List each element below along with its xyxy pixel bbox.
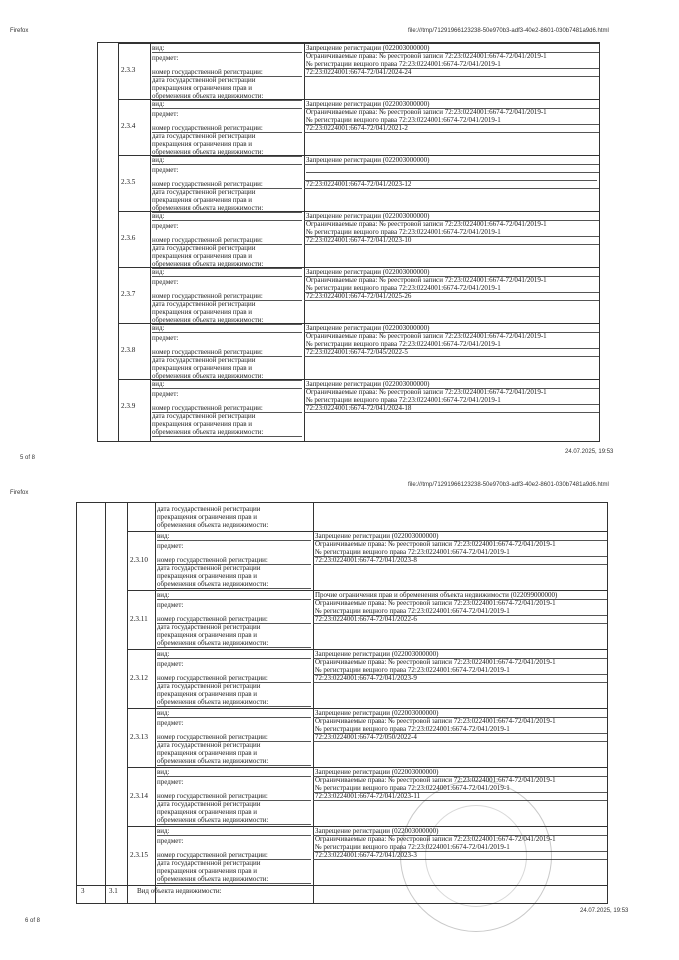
value-restricted-rights: Ограничиваемые права: № реестровой записи 72:23:0224001:6674-72/041/2019-1: [315, 599, 556, 607]
value-right-registration: № регистрации вещного права 72:23:0224001:6674-72/041/2019-1: [315, 607, 607, 616]
value-registration-number: 72:23:0224001:6674-72/041/2021-2: [306, 124, 599, 133]
label-term-3: обременения объекта недвижимости:: [152, 372, 302, 381]
value-restricted-rights: Ограничиваемые права: № реестровой записи 72:23:0224001:6674-72/041/2019-1: [306, 52, 547, 60]
continued-label-term-2: прекращения ограничения прав и: [157, 513, 258, 521]
value-restricted-rights: Ограничиваемые права: № реестровой записи 72:23:0224001:6674-72/041/2019-1: [306, 276, 547, 284]
label-predmet: предмет:: [157, 837, 184, 845]
label-term-2: прекращения ограничения прав и: [152, 364, 253, 372]
registry-table-page-1: [97, 42, 600, 442]
label-term-3: обременения объекта недвижимости:: [157, 757, 311, 766]
entry-number: 2.3.3: [121, 66, 136, 74]
label-term-2: прекращения ограничения прав и: [157, 749, 258, 757]
value-registration-number: 72:23:0224001:6674-72/050/2022-4: [315, 733, 607, 742]
value-vid: Запрещение регистрации (022003000000): [315, 827, 607, 836]
value-restricted-rights: Ограничиваемые права: № реестровой записи 72:23:0224001:6674-72/041/2019-1: [315, 776, 556, 784]
label-nomer: номер государственной регистрации:: [152, 124, 302, 133]
value-right-registration: № регистрации вещного права 72:23:0224001:6674-72/041/2019-1: [306, 284, 599, 293]
label-term-3: обременения объекта недвижимости:: [157, 698, 311, 707]
value-registration-number: 72:23:0224001:6674-72/045/2022-5: [306, 348, 599, 357]
value-right-registration: № регистрации вещного права 72:23:0224001:6674-72/041/2019-1: [315, 548, 607, 557]
cell-divider: [304, 292, 597, 293]
cell-divider: [304, 348, 597, 349]
label-term-2: прекращения ограничения прав и: [152, 308, 253, 316]
value-registration-number: 72:23:0224001:6674-72/041/2023-10: [306, 236, 599, 245]
label-term-3: обременения объекта недвижимости:: [157, 875, 311, 884]
label-predmet: предмет:: [152, 54, 179, 62]
label-predmet: предмет:: [157, 601, 184, 609]
label-vid: вид:: [152, 44, 302, 53]
cell-divider: [313, 564, 605, 565]
cell-divider: [304, 412, 597, 413]
label-term-1: дата государственной регистрации: [157, 564, 261, 572]
last-row-col1: 3: [81, 887, 85, 895]
cell-divider: [304, 220, 597, 221]
label-nomer: номер государственной регистрации:: [152, 68, 302, 77]
label-nomer: номер государственной регистрации:: [152, 180, 302, 189]
label-predmet: предмет:: [157, 542, 184, 550]
cell-divider: [313, 733, 605, 734]
label-vid: вид:: [152, 380, 302, 389]
cell-divider: [304, 388, 597, 389]
value-vid: Запрещение регистрации (022003000000): [306, 380, 599, 389]
label-term-1: дата государственной регистрации: [152, 300, 256, 308]
value-vid: Запрещение регистрации (022003000000): [306, 324, 599, 333]
page-number: 5 of 8: [20, 455, 36, 461]
cell-divider: [313, 540, 605, 541]
cell-divider: [313, 556, 605, 557]
cell-divider: [313, 599, 605, 600]
table-vertical-rule: [155, 503, 156, 903]
label-vid: вид:: [157, 532, 311, 541]
cell-divider: [304, 188, 597, 189]
entry-number: 2.3.8: [121, 346, 136, 354]
label-term-3: обременения объекта недвижимости:: [152, 204, 302, 213]
label-nomer: номер государственной регистрации:: [157, 674, 311, 683]
value-vid: Запрещение регистрации (022003000000): [306, 44, 599, 53]
value-registration-number: 72:23:0224001:6674-72/041/2025-26: [306, 292, 599, 301]
value-registration-number: 72:23:0224001:6674-72/041/2024-24: [306, 68, 599, 77]
seal-stamp-inner: [425, 805, 527, 907]
label-term-2: прекращения ограничения прав и: [152, 84, 253, 92]
label-term-3: обременения объекта недвижимости:: [152, 260, 302, 269]
value-vid: Прочие ограничения прав и обременения объекта недвижимости (022099000000): [315, 591, 607, 600]
value-restricted-rights: Ограничиваемые права: № реестровой записи 72:23:0224001:6674-72/041/2019-1: [306, 108, 547, 116]
entry-number: 2.3.4: [121, 122, 136, 130]
label-term-2: прекращения ограничения прав и: [157, 572, 258, 580]
label-term-1: дата государственной регистрации: [152, 76, 256, 84]
entry-number: 2.3.12: [130, 673, 148, 682]
value-vid: Запрещение регистрации (022003000000): [315, 650, 607, 659]
value-right-registration: № регистрации вещного права 72:23:0224001:6674-72/041/2019-1: [306, 116, 599, 125]
continued-label-term-3: обременения объекта недвижимости:: [157, 521, 269, 529]
last-row-col2: 3.1: [109, 887, 118, 895]
label-term-2: прекращения ограничения прав и: [157, 690, 258, 698]
table-vertical-rule: [105, 503, 106, 903]
cell-divider: [313, 658, 605, 659]
label-nomer: номер государственной регистрации:: [152, 236, 302, 245]
print-date-2: 24.07.2025, 19:53: [580, 908, 629, 914]
value-restricted-rights: Ограничиваемые права: № реестровой записи 72:23:0224001:6674-72/041/2019-1: [306, 332, 547, 340]
label-vid: вид:: [157, 768, 311, 777]
label-vid: вид:: [157, 709, 311, 718]
label-predmet: предмет:: [157, 660, 184, 668]
label-term-3: обременения объекта недвижимости:: [157, 639, 311, 648]
value-registration-number: 72:23:0224001:6674-72/041/2023-3: [315, 851, 607, 860]
cell-divider: [304, 244, 597, 245]
value-restricted-rights: Ограничиваемые права: № реестровой записи 72:23:0224001:6674-72/041/2019-1: [306, 388, 547, 396]
value-vid: Запрещение регистрации (022003000000): [315, 709, 607, 718]
value-vid: Запрещение регистрации (022003000000): [306, 156, 599, 165]
label-predmet: предмет:: [157, 778, 184, 786]
value-vid: Запрещение регистрации (022003000000): [306, 100, 599, 109]
value-registration-number: 72:23:0224001:6674-72/041/2023-11: [315, 792, 607, 801]
cell-divider: [313, 682, 605, 683]
cell-divider: [313, 615, 605, 616]
cell-divider: [304, 164, 597, 165]
label-term-3: обременения объекта недвижимости:: [152, 92, 302, 101]
value-right-registration: № регистрации вещного права 72:23:0224001:6674-72/041/2019-1: [306, 60, 599, 69]
label-predmet: предмет:: [152, 166, 179, 174]
file-path-2: file:///tmp/71291966123238-50e970b3-adf3-40e2-8601-030b7481a9d6.html: [408, 482, 609, 488]
label-nomer: номер государственной регистрации:: [152, 348, 302, 357]
continued-label-term-1: дата государственной регистрации: [157, 505, 261, 513]
label-vid: вид:: [157, 591, 311, 600]
cell-divider: [304, 404, 597, 405]
label-term-2: прекращения ограничения прав и: [152, 420, 253, 428]
label-term-1: дата государственной регистрации: [152, 244, 256, 252]
value-registration-number: 72:23:0224001:6674-72/041/2023-12: [306, 180, 599, 189]
label-term-3: обременения объекта недвижимости:: [152, 316, 302, 325]
cell-divider: [304, 332, 597, 333]
label-predmet: предмет:: [152, 222, 179, 230]
table-vertical-rule: [304, 43, 305, 441]
label-predmet: предмет:: [152, 390, 179, 398]
entry-number: 2.3.5: [121, 178, 136, 186]
value-right-registration: № регистрации вещного права 72:23:0224001:6674-72/041/2019-1: [315, 784, 607, 793]
entry-number: 2.3.13: [130, 732, 148, 741]
cell-divider: [304, 276, 597, 277]
label-term-1: дата государственной регистрации: [152, 412, 256, 420]
value-vid: Запрещение регистрации (022003000000): [306, 268, 599, 277]
label-predmet: предмет:: [152, 334, 179, 342]
entry-number: 2.3.6: [121, 234, 136, 242]
label-term-2: прекращения ограничения прав и: [152, 140, 253, 148]
table-vertical-rule: [127, 503, 128, 903]
label-term-2: прекращения ограничения прав и: [157, 631, 258, 639]
value-restricted-rights: Ограничиваемые права: № реестровой записи 72:23:0224001:6674-72/041/2019-1: [315, 717, 556, 725]
value-restricted-rights: Ограничиваемые права: № реестровой записи 72:23:0224001:6674-72/041/2019-1: [306, 220, 547, 228]
value-registration-number: 72:23:0224001:6674-72/041/2024-18: [306, 404, 599, 413]
label-term-1: дата государственной регистрации: [152, 356, 256, 364]
cell-divider: [304, 180, 597, 181]
label-term-3: обременения объекта недвижимости:: [152, 148, 302, 157]
value-right-registration: № регистрации вещного права 72:23:0224001:6674-72/041/2019-1: [306, 340, 599, 349]
label-predmet: предмет:: [157, 719, 184, 727]
entry-number: 2.3.15: [130, 850, 148, 859]
label-term-3: обременения объекта недвижимости:: [152, 428, 302, 437]
cell-divider: [304, 76, 597, 77]
cell-divider: [304, 108, 597, 109]
label-vid: вид:: [152, 156, 302, 165]
cell-divider: [313, 717, 605, 718]
last-row-label: Вид объекта недвижимости:: [137, 887, 222, 895]
label-term-2: прекращения ограничения прав и: [157, 867, 258, 875]
cell-divider: [304, 52, 597, 53]
value-restricted-rights: Ограничиваемые права: № реестровой записи 72:23:0224001:6674-72/041/2019-1: [315, 658, 556, 666]
label-term-2: прекращения ограничения прав и: [157, 808, 258, 816]
label-nomer: номер государственной регистрации:: [152, 292, 302, 301]
value-right-registration: № регистрации вещного права 72:23:0224001:6674-72/041/2019-1: [315, 666, 607, 675]
cell-divider: [304, 300, 597, 301]
label-term-1: дата государственной регистрации: [157, 800, 261, 808]
entry-number: 2.3.14: [130, 791, 148, 800]
label-vid: вид:: [157, 650, 311, 659]
label-nomer: номер государственной регистрации:: [157, 792, 311, 801]
label-nomer: номер государственной регистрации:: [157, 851, 311, 860]
label-vid: вид:: [157, 827, 311, 836]
cell-divider: [313, 623, 605, 624]
table-vertical-rule: [150, 43, 151, 441]
label-term-3: обременения объекта недвижимости:: [157, 816, 311, 825]
label-term-1: дата государственной регистрации: [157, 623, 261, 631]
cell-divider: [304, 356, 597, 357]
entry-number: 2.3.10: [130, 555, 148, 564]
value-restricted-rights: Ограничиваемые права: № реестровой записи 72:23:0224001:6674-72/041/2019-1: [315, 540, 556, 548]
label-term-1: дата государственной регистрации: [157, 859, 261, 867]
entry-number: 2.3.9: [121, 402, 136, 410]
label-term-1: дата государственной регистрации: [152, 132, 256, 140]
cell-divider: [304, 236, 597, 237]
cell-divider: [304, 68, 597, 69]
label-vid: вид:: [152, 268, 302, 277]
label-predmet: предмет:: [152, 110, 179, 118]
cell-divider: [313, 674, 605, 675]
label-term-1: дата государственной регистрации: [152, 188, 256, 196]
value-registration-number: 72:23:0224001:6674-72/041/2023-9: [315, 674, 607, 683]
value-right-registration: № регистрации вещного права 72:23:0224001:6674-72/041/2019-1: [306, 396, 599, 405]
label-predmet: предмет:: [152, 278, 179, 286]
label-vid: вид:: [152, 100, 302, 109]
entry-number: 2.3.11: [130, 614, 148, 623]
browser-label-2: Firefox: [10, 490, 29, 496]
label-nomer: номер государственной регистрации:: [157, 556, 311, 565]
cell-divider: [304, 132, 597, 133]
value-registration-number: 72:23:0224001:6674-72/041/2023-8: [315, 556, 607, 565]
browser-label: Firefox: [10, 28, 29, 34]
label-term-1: дата государственной регистрации: [157, 682, 261, 690]
value-right-registration: № регистрации вещного права 72:23:0224001:6674-72/041/2019-1: [306, 228, 599, 237]
file-path: file:///tmp/71291966123238-50e970b3-adf3-40e2-8601-030b7481a9d6.html: [408, 28, 609, 34]
value-right-registration: [306, 172, 599, 173]
page-number-2: 6 of 8: [25, 918, 41, 924]
label-vid: вид:: [152, 324, 302, 333]
label-nomer: номер государственной регистрации:: [157, 733, 311, 742]
print-date: 24.07.2025, 19:53: [565, 449, 614, 455]
cell-divider: [313, 776, 605, 777]
value-vid: Запрещение регистрации (022003000000): [306, 212, 599, 221]
label-nomer: номер государственной регистрации:: [157, 615, 311, 624]
cell-divider: [304, 124, 597, 125]
value-restricted-rights: Ограничиваемые права: № реестровой записи 72:23:0224001:6674-72/041/2019-1: [315, 835, 556, 843]
table-vertical-rule: [118, 43, 119, 441]
label-nomer: номер государственной регистрации:: [152, 404, 302, 413]
value-vid: Запрещение регистрации (022003000000): [315, 532, 607, 541]
value-right-registration: № регистрации вещного права 72:23:0224001:6674-72/041/2019-1: [315, 843, 607, 852]
entry-number: 2.3.7: [121, 290, 136, 298]
label-term-2: прекращения ограничения прав и: [152, 252, 253, 260]
cell-divider: [313, 741, 605, 742]
value-registration-number: 72:23:0224001:6674-72/041/2022-6: [315, 615, 607, 624]
label-vid: вид:: [152, 212, 302, 221]
value-right-registration: № регистрации вещного права 72:23:0224001:6674-72/041/2019-1: [315, 725, 607, 734]
value-vid: Запрещение регистрации (022003000000): [315, 768, 607, 777]
label-term-2: прекращения ограничения прав и: [152, 196, 253, 204]
table-vertical-rule: [313, 503, 314, 903]
label-term-1: дата государственной регистрации: [157, 741, 261, 749]
label-term-3: обременения объекта недвижимости:: [157, 580, 311, 589]
